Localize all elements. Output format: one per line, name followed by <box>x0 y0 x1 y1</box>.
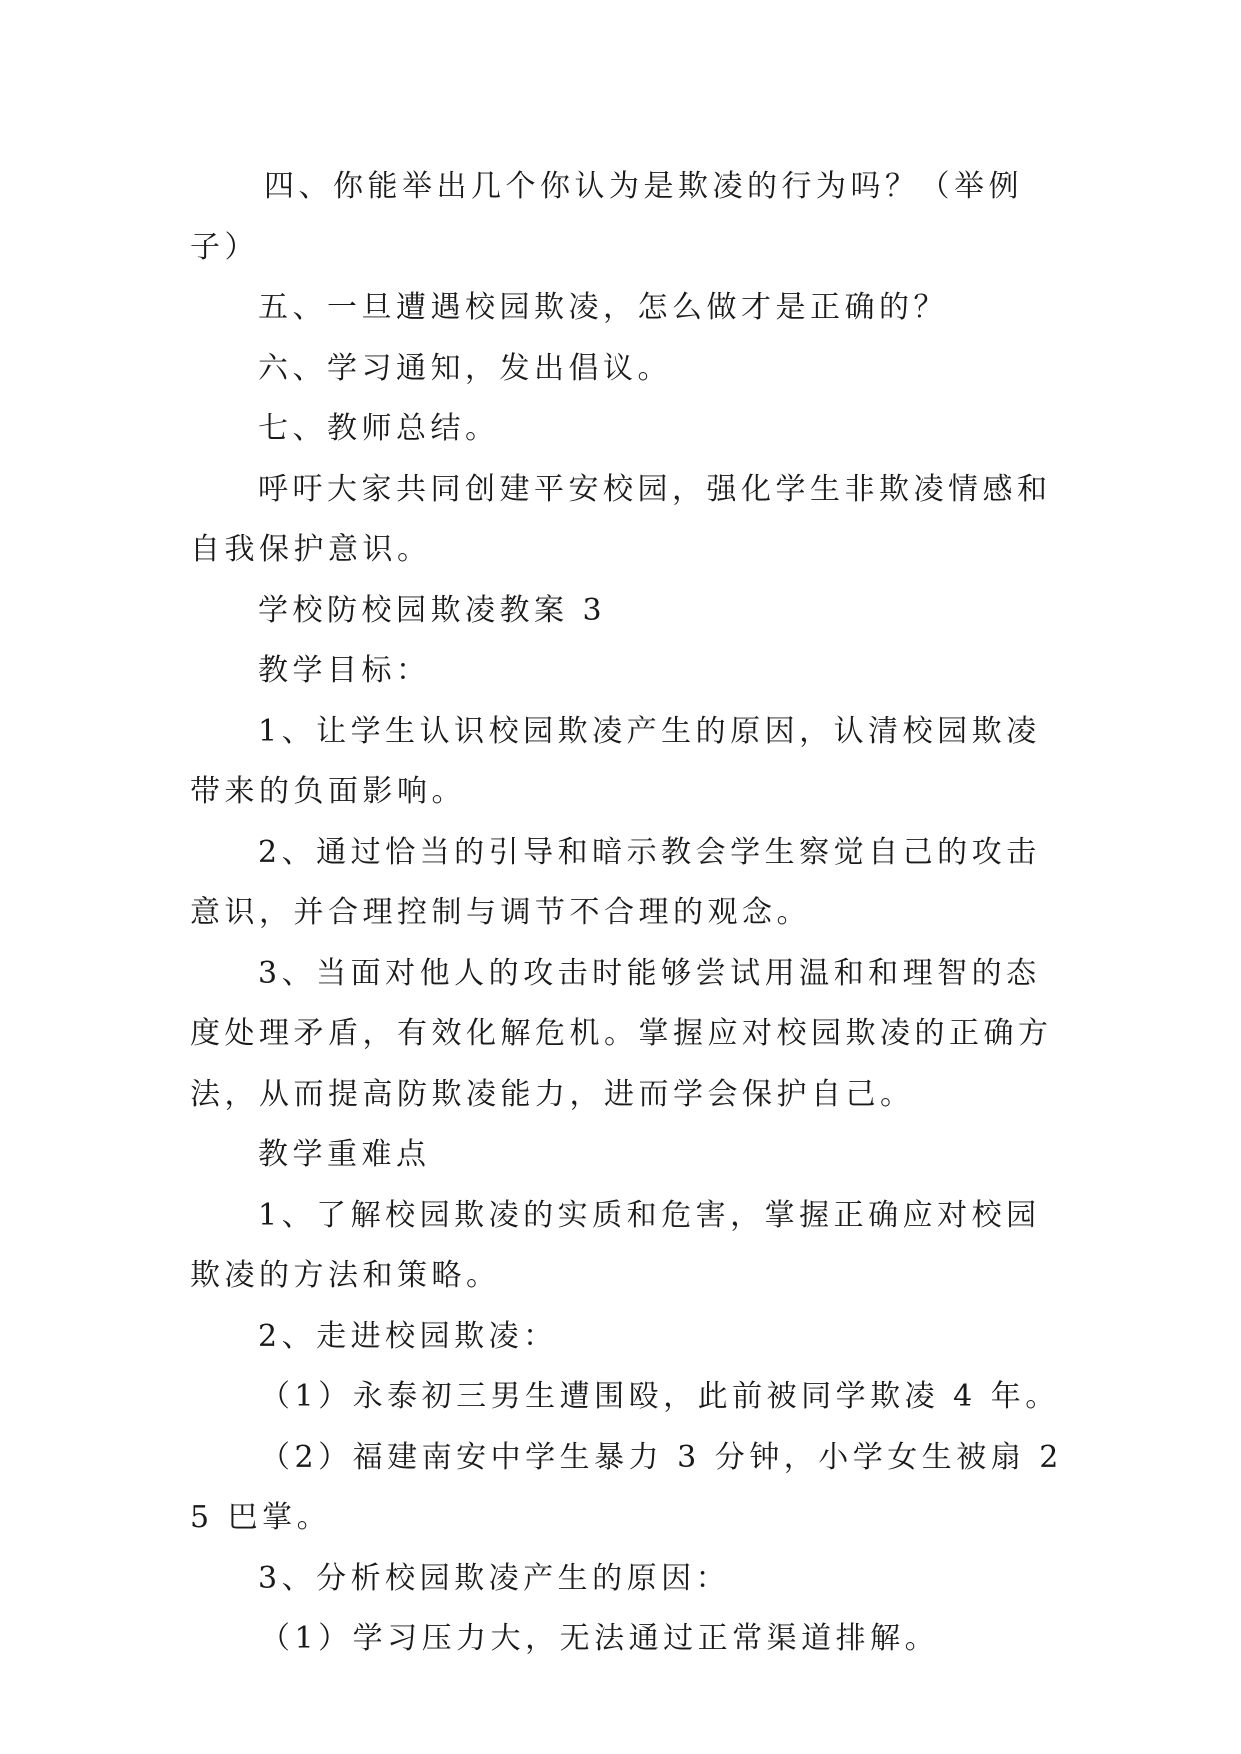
case-item-1: （1）永泰初三男生遭围殴，此前被同学欺凌 4 年。 <box>260 1379 1060 1414</box>
goal-item-3: 3、当面对他人的攻击时能够尝试用温和和理智的态度处理矛盾，有效化解危机。掌握应对校园欺凌的正确方法，从而提高防欺凌能力，进而学会保护自己。 <box>190 955 1053 1112</box>
heading-teaching-goals: 教学目标： <box>258 653 431 688</box>
document-body <box>190 157 1070 1670</box>
cause-item-1: （1）学习压力大，无法通过正常渠道排解。 <box>260 1621 940 1656</box>
case-item-2: （2）福建南安中学生暴力 3 分钟，小学女生被扇 25 巴掌。 <box>190 1439 1063 1535</box>
section-title: 学校防校园欺凌教案 3 <box>258 592 607 628</box>
key-point-3: 3、分析校园欺凌产生的原因： <box>258 1560 731 1596</box>
paragraph-step-7: 七、教师总结。 <box>258 411 500 446</box>
paragraph-question-5: 五、一旦遭遇校园欺凌，怎么做才是正确的？ <box>258 290 948 325</box>
key-point-2: 2、走进校园欺凌： <box>258 1318 558 1354</box>
paragraph-question-4: 四、你能举出几个你认为是欺凌的行为吗？（举例子） <box>190 169 1023 265</box>
goal-item-2: 2、通过恰当的引导和暗示教会学生察觉自己的攻击意识，并合理控制与调节不合理的观念。 <box>190 834 1041 930</box>
paragraph-appeal: 呼吁大家共同创建平安校园，强化学生非欺凌情感和自我保护意识。 <box>190 471 1052 567</box>
heading-key-points: 教学重难点 <box>258 1137 431 1172</box>
key-point-1: 1、了解校园欺凌的实质和危害，掌握正确应对校园欺凌的方法和策略。 <box>190 1197 1041 1293</box>
goal-item-1: 1、让学生认识校园欺凌产生的原因，认清校园欺凌带来的负面影响。 <box>190 713 1041 809</box>
paragraph-step-6: 六、学习通知，发出倡议。 <box>258 350 672 386</box>
